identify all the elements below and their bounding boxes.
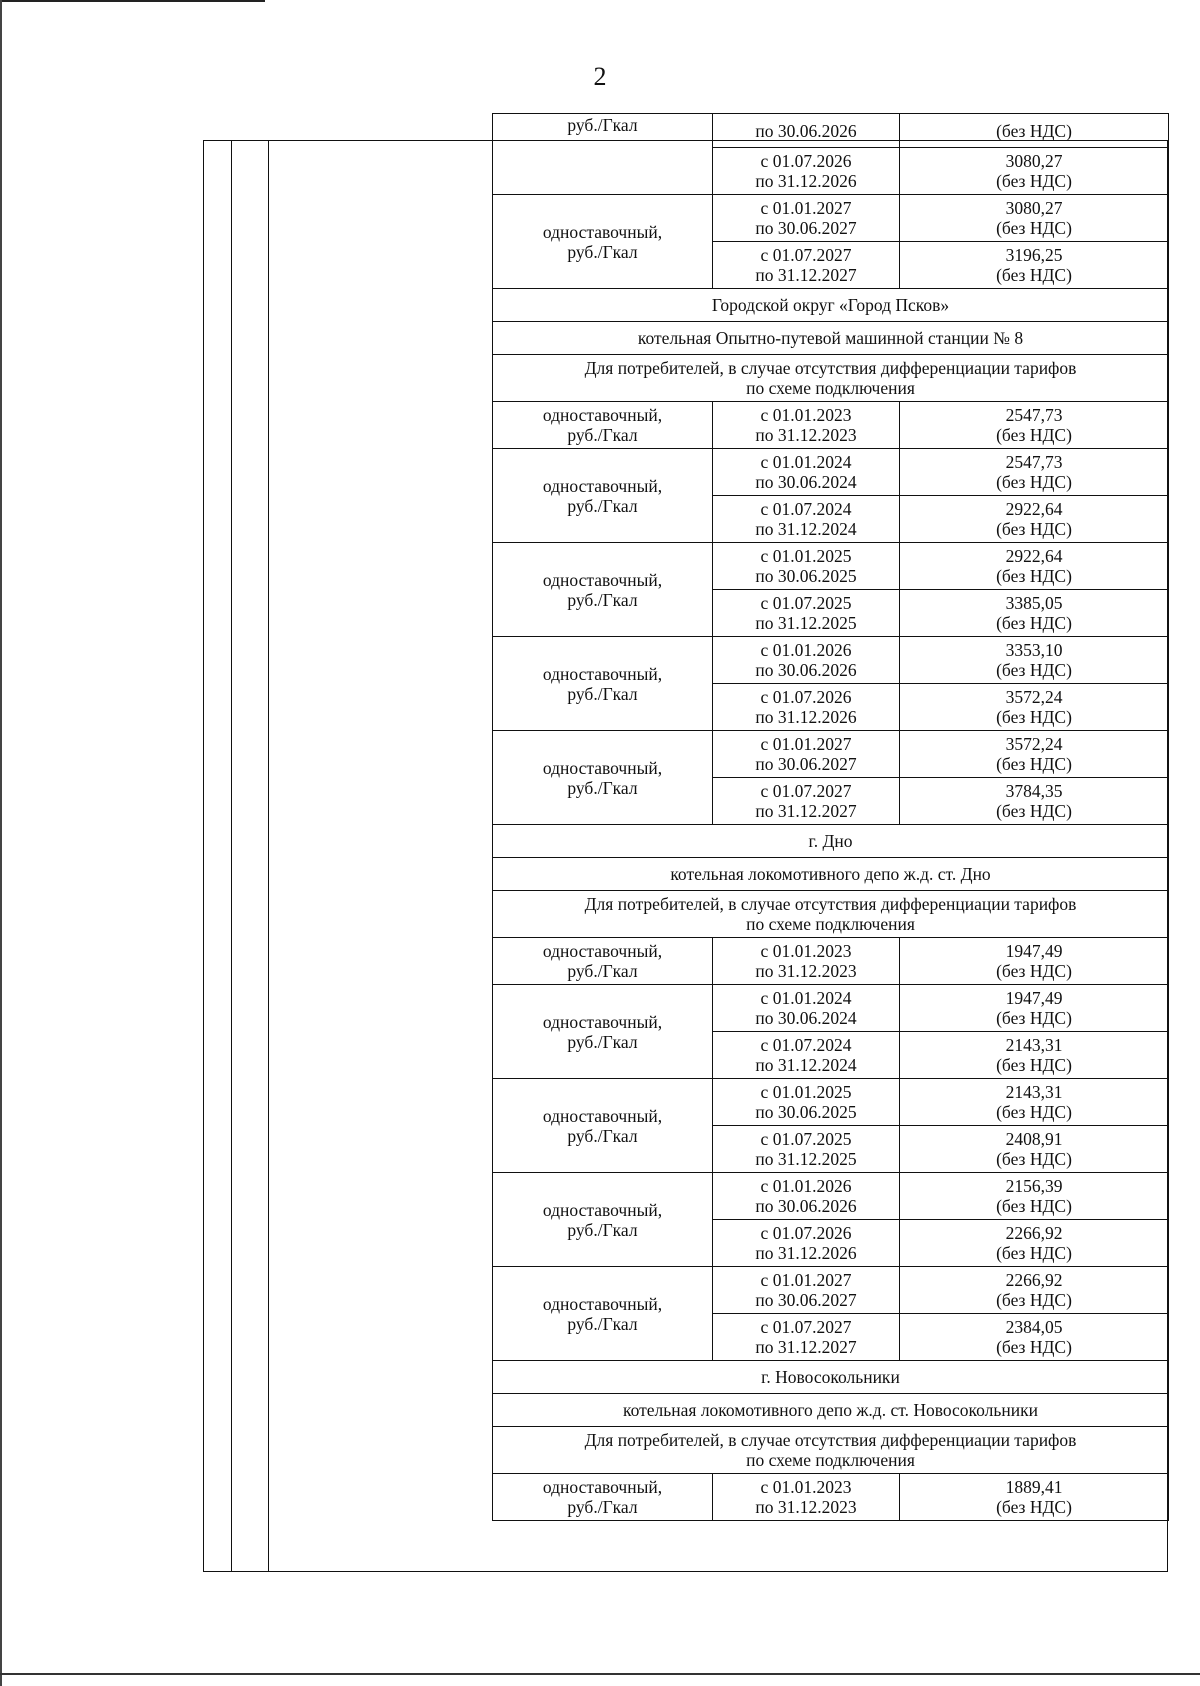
district-heading: г. Новосокольники: [493, 1361, 1169, 1394]
rate-line-1: одноставочный,: [542, 1105, 663, 1126]
rate-line-2: руб./Гкал: [567, 777, 638, 798]
rate-line-2: руб./Гкал: [567, 1313, 638, 1334]
period-cell: [713, 402, 900, 449]
tariff-line-1: 3572,24: [1005, 687, 1063, 707]
tariff-value-cell: [900, 1314, 1169, 1361]
tariff-line-2: (без НДС): [996, 218, 1072, 238]
district-row: [493, 825, 1169, 858]
tariff-line-1: 3080,27: [1005, 198, 1063, 218]
tariff-line-2: (без НДС): [996, 566, 1072, 586]
period-line-2: по 30.06.2026: [755, 1196, 857, 1216]
rate-line-2: руб./Гкал: [567, 683, 638, 704]
tariff-line-1: 2384,05: [1005, 1317, 1063, 1337]
period-line-1: с 01.07.2025: [760, 593, 852, 613]
period-cell: [713, 938, 900, 985]
period-cell: [713, 1314, 900, 1361]
period-line-2: по 30.06.2025: [755, 566, 857, 586]
consumer-line-1: Для потребителей, в случае отсутствия дифференциации тарифов: [584, 358, 1077, 378]
district-row: [493, 289, 1169, 322]
rate-line-1: одноставочный,: [542, 941, 663, 961]
tariff-line-1: 2266,92: [1005, 1270, 1063, 1290]
period-line-1: с 01.07.2027: [760, 245, 852, 265]
tariff-line-2: (без НДС): [996, 1497, 1072, 1517]
table-row: [493, 637, 1169, 684]
period-line-2: по 30.06.2025: [755, 1102, 857, 1122]
table-row: [493, 938, 1169, 985]
tariff-line-2: (без НДС): [996, 660, 1072, 680]
rate-line-1: одноставочный,: [542, 1199, 663, 1220]
tariff-line-2: (без НДС): [996, 1008, 1072, 1028]
tariff-line-2: (без НДС): [996, 1102, 1072, 1122]
rate-cell: [493, 402, 713, 449]
district-row: [493, 1361, 1169, 1394]
period-cell: [713, 449, 900, 496]
rate-line-2: руб./Гкал: [567, 1497, 638, 1517]
rate-line-2: руб./Гкал: [567, 1031, 638, 1052]
rate-cell: [493, 195, 713, 289]
tariff-value-cell: [900, 1126, 1169, 1173]
tariff-value-cell: [900, 684, 1169, 731]
tariff-line-2: (без НДС): [996, 707, 1072, 727]
consumer-row: [493, 1427, 1169, 1474]
rate-line-2: руб./Гкал: [567, 425, 638, 445]
tariff-line-1: 1889,41: [1005, 1477, 1063, 1497]
tariff-line-1: 3784,35: [1005, 781, 1063, 801]
boiler-row: [493, 1394, 1169, 1427]
rate-line-1: одноставочный,: [542, 1477, 663, 1497]
period-line-2: по 31.12.2027: [755, 801, 857, 821]
period-line-1: с 01.01.2023: [760, 1477, 852, 1497]
period-line-1: с 01.07.2027: [760, 781, 852, 801]
boiler-heading: котельная локомотивного депо ж.д. ст. Дно: [493, 858, 1169, 891]
period-line-2: по 31.12.2026: [755, 1243, 857, 1263]
tariff-value-cell: [900, 1267, 1169, 1314]
period-cell: [713, 1267, 900, 1314]
rate-line-1: одноставочный,: [542, 1293, 663, 1314]
period-cell: [713, 1126, 900, 1173]
scan-edge-bottom: [0, 1673, 1200, 1675]
rate-line-1: одноставочный,: [542, 663, 663, 684]
rate-line-1: одноставочный,: [542, 405, 663, 425]
tariff-line-1: 3385,05: [1005, 593, 1063, 613]
column-divider: [231, 140, 232, 1572]
tariff-line-1: 2922,64: [1005, 499, 1063, 519]
rate-cell: [493, 114, 713, 195]
period-line-2: по 31.12.2023: [755, 1497, 857, 1517]
rate-line-2: руб./Гкал: [567, 1219, 638, 1240]
tariff-value-cell: (без НДС): [900, 114, 1169, 148]
table-row: [493, 1474, 1169, 1521]
consumer-line-2: по схеме подключения: [746, 914, 915, 934]
boiler-heading: котельная локомотивного депо ж.д. ст. Новосокольники: [493, 1394, 1169, 1427]
scan-edge-left: [0, 0, 2, 1686]
period-line-2: по 31.12.2025: [755, 613, 857, 633]
period-line-1: с 01.07.2024: [760, 499, 852, 519]
rate-line-2: руб./Гкал: [567, 241, 638, 262]
table-row: [493, 985, 1169, 1032]
consumer-line-1: Для потребителей, в случае отсутствия дифференциации тарифов: [584, 894, 1077, 914]
period-cell: [713, 637, 900, 684]
tariff-value-cell: [900, 985, 1169, 1032]
period-cell: [713, 496, 900, 543]
consumer-line-1: Для потребителей, в случае отсутствия дифференциации тарифов: [584, 1430, 1077, 1450]
period-cell: [713, 1032, 900, 1079]
tariff-line-1: 3196,25: [1005, 245, 1063, 265]
consumer-row: [493, 891, 1169, 938]
consumer-row: [493, 355, 1169, 402]
period-cell: по 30.06.2026: [713, 114, 900, 148]
tariff-value-cell: [900, 1474, 1169, 1521]
tariff-line-1: 2408,91: [1005, 1129, 1063, 1149]
tariff-table: [492, 113, 1169, 1521]
tariff-value-cell: [900, 1220, 1169, 1267]
period-line-1: с 01.01.2025: [760, 1082, 852, 1102]
period-line-2: по 30.06.2027: [755, 754, 857, 774]
tariff-line-2: (без НДС): [996, 613, 1072, 633]
column-divider: [268, 140, 269, 1572]
table-row: [493, 731, 1169, 778]
tariff-line-1: 3353,10: [1005, 640, 1063, 660]
rate-cell: [493, 1267, 713, 1361]
period-cell: [713, 543, 900, 590]
rate-cell: [493, 1079, 713, 1173]
period-line-2: по 31.12.2027: [755, 265, 857, 285]
period-line-2: по 30.06.2024: [755, 1008, 857, 1028]
rate-cell: [493, 637, 713, 731]
rate-cell: [493, 543, 713, 637]
period-cell: [713, 778, 900, 825]
tariff-line-2: (без НДС): [996, 425, 1072, 445]
period-line-1: с 01.01.2026: [760, 640, 852, 660]
tariff-line-2: (без НДС): [996, 1337, 1072, 1357]
tariff-line-2: (без НДС): [996, 472, 1072, 492]
tariff-line-2: (без НДС): [996, 961, 1072, 981]
tariff-value-cell: [900, 1173, 1169, 1220]
period-line-1: с 01.01.2023: [760, 941, 852, 961]
rate-line-2: руб./Гкал: [567, 961, 638, 981]
tariff-line-1: 2143,31: [1005, 1035, 1063, 1055]
tariff-line-2: (без НДС): [996, 265, 1072, 285]
consumer-line-2: по схеме подключения: [746, 1450, 915, 1470]
period-line-2: по 30.06.2024: [755, 472, 857, 492]
tariff-line-2: (без НДС): [996, 519, 1072, 539]
period-cell: [713, 1079, 900, 1126]
period-line-1: с 01.01.2027: [760, 734, 852, 754]
period-line-1: с 01.01.2025: [760, 546, 852, 566]
consumer-heading: [493, 355, 1169, 402]
period-line-2: по 31.12.2027: [755, 1337, 857, 1357]
tariff-value-cell: [900, 731, 1169, 778]
period-cell: [713, 1474, 900, 1521]
period-cell: [713, 1220, 900, 1267]
period-cell: [713, 1173, 900, 1220]
period-line-1: с 01.01.2026: [760, 1176, 852, 1196]
period-cell: [713, 731, 900, 778]
tariff-line-2: (без НДС): [996, 1290, 1072, 1310]
tariff-line-2: (без НДС): [996, 754, 1072, 774]
period-line-1: с 01.07.2024: [760, 1035, 852, 1055]
period-cell: [713, 195, 900, 242]
table-row: [493, 1267, 1169, 1314]
period-cell: [713, 590, 900, 637]
rate-line-1: одноставочный,: [542, 221, 663, 242]
consumer-line-2: по схеме подключения: [746, 378, 915, 398]
period-line-1: с 01.01.2023: [760, 405, 852, 425]
tariff-value-cell: [900, 195, 1169, 242]
tariff-value-cell: [900, 1032, 1169, 1079]
tariff-line-1: 2266,92: [1005, 1223, 1063, 1243]
period-line-1: с 01.07.2025: [760, 1129, 852, 1149]
period-line-2: по 30.06.2027: [755, 218, 857, 238]
period-line-1: с 01.07.2026: [760, 687, 852, 707]
period-line-1: с 01.07.2026: [760, 1223, 852, 1243]
rate-cell: [493, 1474, 713, 1521]
tariff-value-cell: [900, 148, 1169, 195]
period-line-2: по 30.06.2027: [755, 1290, 857, 1310]
rate-cell: [493, 985, 713, 1079]
table-row: [493, 1079, 1169, 1126]
period-line-1: с 01.07.2026: [760, 151, 852, 171]
tariff-line-2: (без НДС): [996, 1196, 1072, 1216]
table-row: [493, 1173, 1169, 1220]
period-line-2: по 31.12.2023: [755, 961, 857, 981]
period-line-2: по 31.12.2025: [755, 1149, 857, 1169]
rate-cell: [493, 731, 713, 825]
boiler-heading: котельная Опытно-путевой машинной станции № 8: [493, 322, 1169, 355]
tariff-line-1: 2547,73: [1005, 452, 1063, 472]
tariff-line-1: 1947,49: [1005, 941, 1063, 961]
table-row: [493, 449, 1169, 496]
table-row: [493, 195, 1169, 242]
period-line-1: с 01.01.2027: [760, 198, 852, 218]
consumer-heading: [493, 891, 1169, 938]
rate-cell: [493, 938, 713, 985]
tariff-line-1: 3080,27: [1005, 151, 1063, 171]
period-line-1: с 01.01.2024: [760, 988, 852, 1008]
page-number: 2: [593, 62, 607, 91]
period-line-2: по 31.12.2026: [755, 171, 857, 191]
period-cell: [713, 148, 900, 195]
period-cell: [713, 985, 900, 1032]
tariff-line-2: (без НДС): [996, 171, 1072, 191]
period-line-2: по 31.12.2024: [755, 1055, 857, 1075]
tariff-value-cell: [900, 242, 1169, 289]
period-line-2: по 31.12.2023: [755, 425, 857, 445]
boiler-row: [493, 858, 1169, 891]
tariff-value-cell: [900, 496, 1169, 543]
rate-line-1: одноставочный,: [542, 1011, 663, 1032]
tariff-value-cell: [900, 543, 1169, 590]
tariff-line-1: 1947,49: [1005, 988, 1063, 1008]
period-line-1: с 01.07.2027: [760, 1317, 852, 1337]
consumer-heading: [493, 1427, 1169, 1474]
scan-edge-top: [0, 0, 265, 2]
rate-label: руб./Гкал: [567, 115, 638, 135]
tariff-line-1: 2156,39: [1005, 1176, 1063, 1196]
tariff-value-cell: [900, 938, 1169, 985]
period-line-1: с 01.01.2024: [760, 452, 852, 472]
tariff-line-2: (без НДС): [996, 1055, 1072, 1075]
rate-cell: [493, 449, 713, 543]
period-cell: [713, 242, 900, 289]
tariff-value-cell: [900, 590, 1169, 637]
tariff-line-1: 2143,31: [1005, 1082, 1063, 1102]
rate-line-1: одноставочный,: [542, 569, 663, 590]
tariff-line-1: 2922,64: [1005, 546, 1063, 566]
tariff-line-2: (без НДС): [996, 801, 1072, 821]
district-heading: Городской округ «Город Псков»: [493, 289, 1169, 322]
tariff-line-1: 3572,24: [1005, 734, 1063, 754]
boiler-row: [493, 322, 1169, 355]
rate-line-1: одноставочный,: [542, 475, 663, 496]
tariff-value-cell: [900, 449, 1169, 496]
table-row: [493, 543, 1169, 590]
tariff-value-cell: [900, 778, 1169, 825]
period-line-2: по 31.12.2026: [755, 707, 857, 727]
period-line-2: по 31.12.2024: [755, 519, 857, 539]
tariff-line-1: 2547,73: [1005, 405, 1063, 425]
rate-line-2: руб./Гкал: [567, 1125, 638, 1146]
tariff-value-cell: [900, 1079, 1169, 1126]
period-line-2: по 30.06.2026: [755, 660, 857, 680]
table-row: [493, 114, 1169, 148]
rate-line-1: одноставочный,: [542, 757, 663, 778]
tariff-value-cell: [900, 637, 1169, 684]
rate-cell: [493, 1173, 713, 1267]
district-heading: г. Дно: [493, 825, 1169, 858]
table-row: [493, 402, 1169, 449]
period-cell: [713, 684, 900, 731]
tariff-value-cell: [900, 402, 1169, 449]
tariff-table-body: [493, 114, 1169, 1521]
tariff-line-2: (без НДС): [996, 1243, 1072, 1263]
rate-line-2: руб./Гкал: [567, 495, 638, 516]
tariff-line-2: (без НДС): [996, 1149, 1072, 1169]
rate-line-2: руб./Гкал: [567, 589, 638, 610]
period-line-1: с 01.01.2027: [760, 1270, 852, 1290]
